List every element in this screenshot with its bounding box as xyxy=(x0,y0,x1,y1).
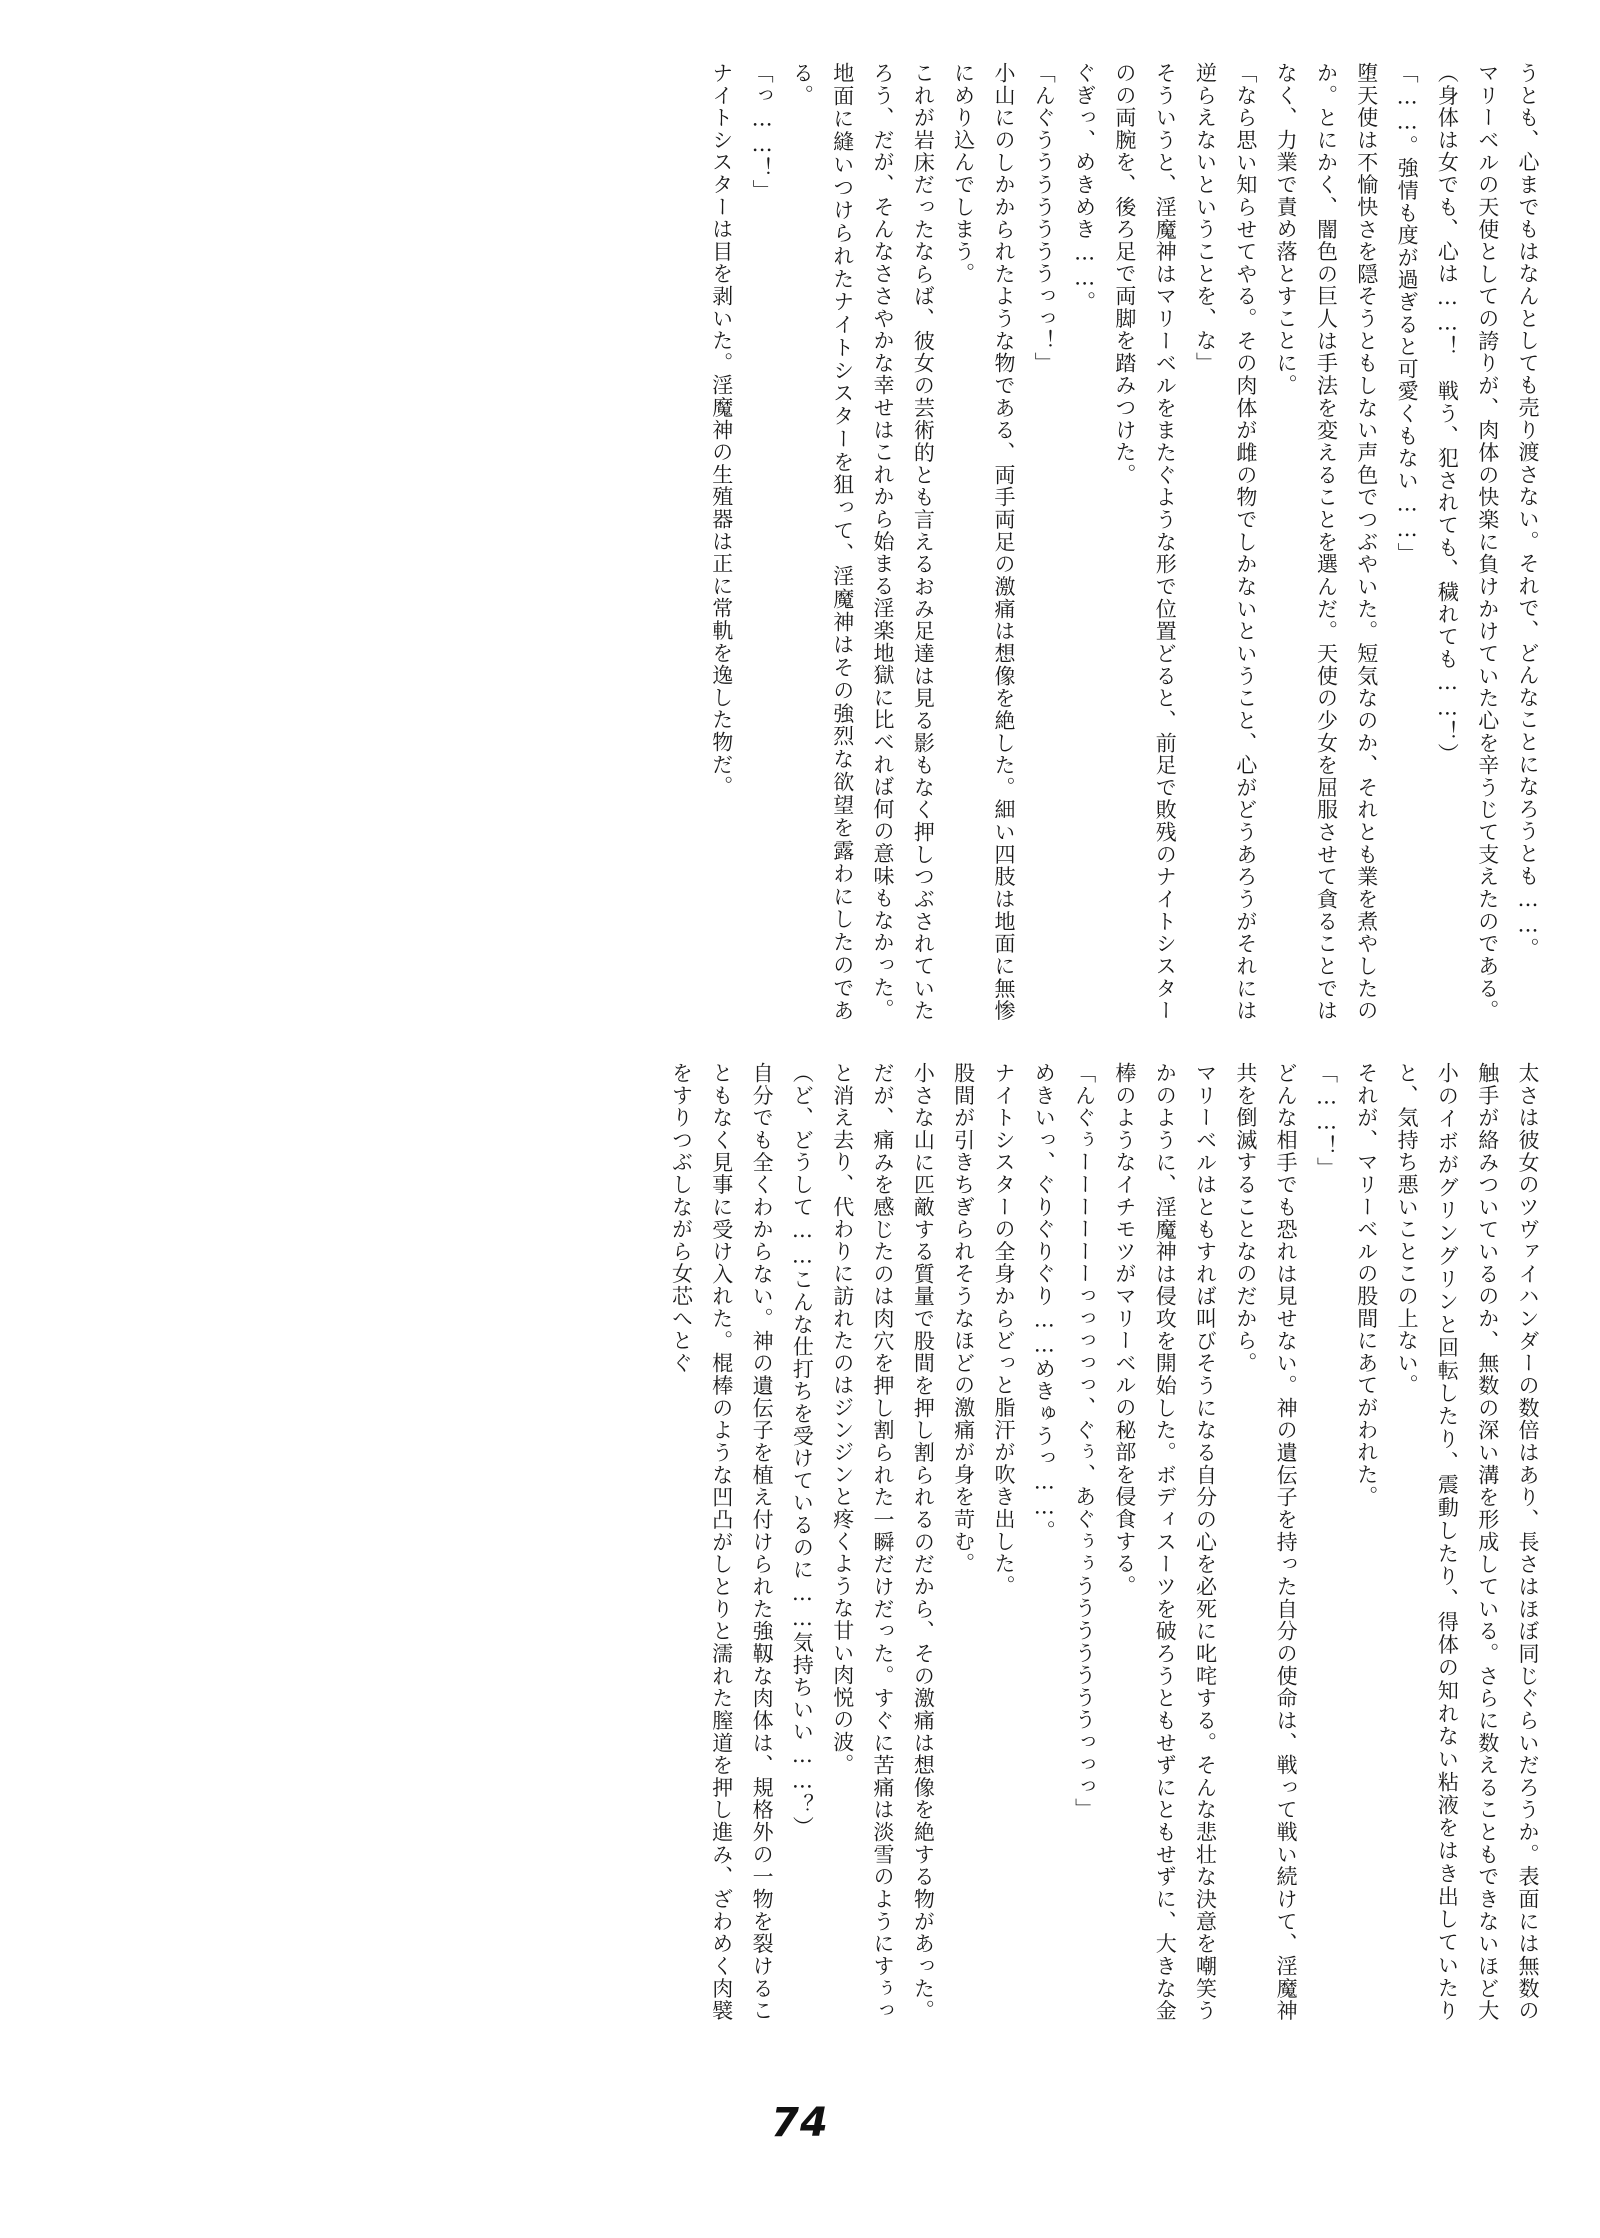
upper-text-block xyxy=(48,62,1548,1022)
paragraph: うとも、心までもはなんとしても売り渡さない。それで、どんなことになろうとも……。 xyxy=(1516,62,1540,960)
paragraph: （ど、どうして……こんな仕打ちを受けているのに……気持ちいい……？） xyxy=(790,1062,815,1839)
paragraph: ナイトシスターの全身からどっと脂汗が吹き出した。 xyxy=(991,1062,1016,1598)
paragraph: 股間が引きちぎられそうなほどの激痛が身を苛む。 xyxy=(951,1062,976,1575)
paragraph: 「……。強情も度が過ぎると可愛くもない……」 xyxy=(1395,62,1420,565)
page-number: 74 xyxy=(771,2100,829,2146)
paragraph: 太さは彼女のツヴァイハンダーの数倍はあり、長さはほぼ同じぐらいだろうか。表面には無数の触手が絡みついているのか、無数の深い溝を形成している。さらに数えることもできないほど大小のイボがグリングリンと回転したり、震動したり、得体の知れない粘液をはき出していたりと、気持ち悪いことこの上ない。 xyxy=(1395,1062,1540,2022)
paragraph: これが岩床だったならば、彼女の芸術的とも言えるおみ足達は見る影もなく押しつぶされていたろう、だが、そんなささやかな幸せはこれから始まる淫楽地獄に比べれば何の意味もなかった。 xyxy=(871,62,936,1022)
paragraph: 地面に縫いつけられたナイトシスターを狙って、淫魔神はその強烈な欲望を露わにしたのである。 xyxy=(790,62,855,1022)
paragraph: 自分でも全くわからない。神の遺伝子を植え付けられた強靱な肉体は、規格外の一物を裂けることもなく見事に受け入れた。棍棒のような凹凸がしとりと濡れた膣道を押し進み、ざわめく肉襞をすりつぶしながら女芯へとぐ xyxy=(669,1062,775,2022)
paragraph: ナイトシスターは目を剥いた。淫魔神の生殖器は正に常軌を逸した物だ。 xyxy=(709,62,734,798)
paragraph: マリーベルはともすれば叫びそうになる自分の心を必死に叱咤する。そんな悲壮な決意を嘲笑うかのように、淫魔神は侵攻を開始した。ボディスーツを破ろうともせずにともせずに、大きな金棒のようなイチモツがマリーベルの秘部を侵食する。 xyxy=(1112,1062,1218,2022)
paragraph: 堕天使は不愉快さを隠そうともしない声色でつぶやいた。短気なのか、それとも業を煮やしたのか。とにかく、闇色の巨人は手法を変えることを選んだ。天使の少女を屈服させて貪ることではなく、力業で責め落とすことに。 xyxy=(1274,62,1379,1022)
paragraph: マリーベルの天使としての誇りが、肉体の快楽に負けかけていた心を辛うじて支えたのである。（身体は女でも、心は……！ 戦う、犯されても、穢れても……！） xyxy=(1435,62,1500,1022)
paragraph: 小山にのしかかられたような物である、両手両足の激痛は想像を絶した。細い四肢は地面に無惨にめり込んでしまう。 xyxy=(951,62,1016,1022)
paragraph: それが、マリーベルの股間にあてがわれた。 xyxy=(1354,1062,1379,1508)
paragraph: 小さな山に匹敵する質量で股間を押し割られるのだから、その激痛は想像を絶する物があった。だが、痛みを感じたのは肉穴を押し割られた一瞬だけだった。すぐに苦痛は淡雪のようにすぅっと消え去り、代わりに訪れたのはジンジンと疼くような甘い肉悦の波。 xyxy=(830,1062,936,2022)
paragraph: そういうと、淫魔神はマリーベルをまたぐような形で位置どると、前足で敗残のナイトシスターのの両腕を、後ろ足で両脚を踏みつけた。 xyxy=(1112,62,1178,1022)
paragraph: 「っ……！」 xyxy=(750,62,775,202)
paragraph: 「んぐうううううううっっ！」 xyxy=(1032,62,1057,375)
lower-text-block xyxy=(48,1062,1548,2022)
paragraph: 「……！」 xyxy=(1314,1062,1339,1180)
paragraph: どんな相手でも恐れは見せない。神の遺伝子を持った自分の使命は、戦って戦い続けて、淫魔神共を倒滅することなのだから。 xyxy=(1233,1062,1299,2022)
paragraph: 「なら思い知らせてやる。その肉体が雌の物でしかないということ、心がどうあろうがそれには逆らえないということを、な」 xyxy=(1193,62,1258,1022)
paragraph: 「んぐぅーーーーーーっっっっっ、ぐぅ、あぐぅぅうううううううっっっ」 xyxy=(1072,1062,1097,1821)
paragraph: ぐぎっ、めきめき……。 xyxy=(1072,62,1097,314)
paragraph: めきいっ、ぐりぐりぐり……めきゅうっ……。 xyxy=(1032,1062,1057,1543)
